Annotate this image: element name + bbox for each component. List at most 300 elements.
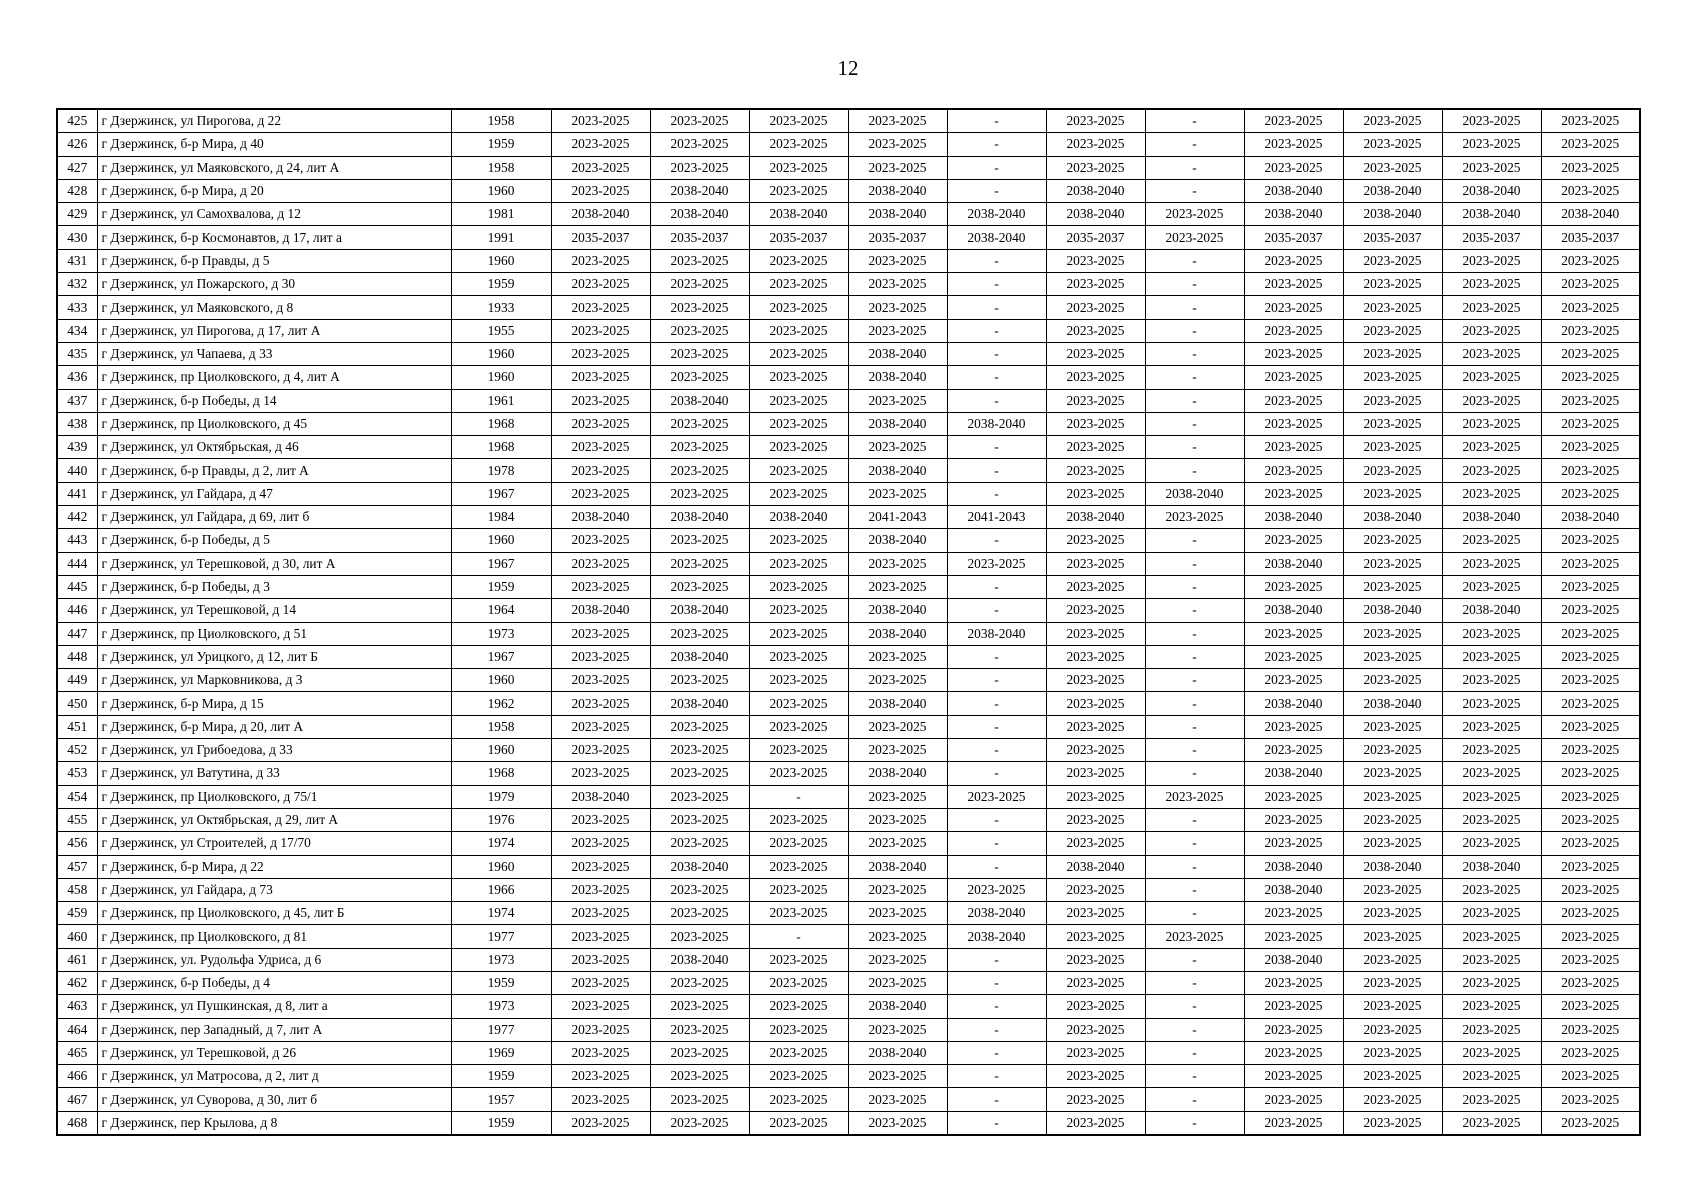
cell-term-col-4: 2023-2025	[848, 109, 947, 133]
cell-term-col-5: -	[947, 482, 1046, 505]
cell-year-built: 1973	[451, 995, 551, 1018]
cell-term-col-2: 2023-2025	[650, 1041, 749, 1064]
cell-term-col-3: 2023-2025	[749, 599, 848, 622]
cell-term-col-4: 2038-2040	[848, 459, 947, 482]
cell-term-col-3: 2023-2025	[749, 1065, 848, 1088]
cell-address: г Дзержинск, ул Терешковой, д 14	[97, 599, 451, 622]
cell-term-col-1: 2023-2025	[551, 389, 650, 412]
cell-term-col-11: 2023-2025	[1541, 692, 1640, 715]
cell-year-built: 1967	[451, 645, 551, 668]
cell-address: г Дзержинск, ул Строителей, д 17/70	[97, 832, 451, 855]
cell-term-col-6: 2023-2025	[1046, 389, 1145, 412]
cell-address: г Дзержинск, ул Пожарского, д 30	[97, 273, 451, 296]
cell-term-col-4: 2023-2025	[848, 1088, 947, 1111]
cell-row-number: 458	[57, 878, 97, 901]
cell-term-col-10: 2023-2025	[1442, 902, 1541, 925]
cell-term-col-1: 2023-2025	[551, 715, 650, 738]
cell-row-number: 454	[57, 785, 97, 808]
cell-term-col-7: -	[1145, 529, 1244, 552]
table-row	[57, 669, 1640, 692]
cell-term-col-4: 2023-2025	[848, 133, 947, 156]
cell-term-col-3: 2038-2040	[749, 506, 848, 529]
cell-term-col-4: 2023-2025	[848, 575, 947, 598]
cell-term-col-2: 2023-2025	[650, 249, 749, 272]
cell-term-col-11: 2023-2025	[1541, 739, 1640, 762]
table-row	[57, 1065, 1640, 1088]
cell-row-number: 436	[57, 366, 97, 389]
cell-address: г Дзержинск, б-р Мира, д 40	[97, 133, 451, 156]
cell-term-col-6: 2023-2025	[1046, 575, 1145, 598]
cell-term-col-5: -	[947, 599, 1046, 622]
cell-term-col-10: 2023-2025	[1442, 808, 1541, 831]
cell-term-col-10: 2038-2040	[1442, 203, 1541, 226]
cell-row-number: 439	[57, 436, 97, 459]
cell-term-col-2: 2038-2040	[650, 506, 749, 529]
cell-term-col-1: 2023-2025	[551, 459, 650, 482]
cell-term-col-2: 2023-2025	[650, 1088, 749, 1111]
table-row	[57, 273, 1640, 296]
cell-term-col-9: 2023-2025	[1343, 389, 1442, 412]
cell-term-col-5: -	[947, 669, 1046, 692]
cell-term-col-1: 2023-2025	[551, 1041, 650, 1064]
cell-address: г Дзержинск, ул Матросова, д 2, лит д	[97, 1065, 451, 1088]
cell-term-col-6: 2038-2040	[1046, 203, 1145, 226]
cell-row-number: 432	[57, 273, 97, 296]
cell-term-col-6: 2023-2025	[1046, 436, 1145, 459]
cell-term-col-5: -	[947, 575, 1046, 598]
cell-term-col-4: 2023-2025	[848, 1111, 947, 1135]
cell-term-col-3: 2023-2025	[749, 669, 848, 692]
cell-term-col-11: 2023-2025	[1541, 552, 1640, 575]
cell-term-col-11: 2023-2025	[1541, 855, 1640, 878]
cell-year-built: 1967	[451, 552, 551, 575]
cell-term-col-11: 2023-2025	[1541, 645, 1640, 668]
cell-term-col-3: 2023-2025	[749, 296, 848, 319]
cell-term-col-8: 2023-2025	[1244, 1065, 1343, 1088]
cell-year-built: 1960	[451, 669, 551, 692]
cell-term-col-9: 2038-2040	[1343, 855, 1442, 878]
cell-term-col-10: 2023-2025	[1442, 156, 1541, 179]
cell-term-col-7: -	[1145, 296, 1244, 319]
cell-term-col-3: 2023-2025	[749, 366, 848, 389]
cell-term-col-10: 2023-2025	[1442, 482, 1541, 505]
cell-year-built: 1960	[451, 249, 551, 272]
cell-term-col-10: 2023-2025	[1442, 739, 1541, 762]
cell-year-built: 1958	[451, 109, 551, 133]
cell-address: г Дзержинск, пр Циолковского, д 45	[97, 412, 451, 435]
cell-address: г Дзержинск, ул Грибоедова, д 33	[97, 739, 451, 762]
cell-term-col-9: 2023-2025	[1343, 366, 1442, 389]
table-row	[57, 1088, 1640, 1111]
cell-term-col-4: 2023-2025	[848, 902, 947, 925]
cell-term-col-3: 2035-2037	[749, 226, 848, 249]
cell-term-col-5: 2038-2040	[947, 925, 1046, 948]
cell-term-col-9: 2023-2025	[1343, 645, 1442, 668]
cell-term-col-5: -	[947, 366, 1046, 389]
cell-term-col-11: 2023-2025	[1541, 412, 1640, 435]
cell-term-col-10: 2023-2025	[1442, 762, 1541, 785]
cell-term-col-8: 2023-2025	[1244, 971, 1343, 994]
cell-address: г Дзержинск, ул Чапаева, д 33	[97, 342, 451, 365]
cell-term-col-2: 2023-2025	[650, 1065, 749, 1088]
cell-term-col-6: 2023-2025	[1046, 948, 1145, 971]
cell-term-col-9: 2023-2025	[1343, 925, 1442, 948]
cell-term-col-7: -	[1145, 599, 1244, 622]
cell-address: г Дзержинск, ул Октябрьская, д 29, лит А	[97, 808, 451, 831]
cell-term-col-10: 2023-2025	[1442, 412, 1541, 435]
cell-term-col-3: 2023-2025	[749, 319, 848, 342]
cell-term-col-10: 2035-2037	[1442, 226, 1541, 249]
cell-term-col-1: 2035-2037	[551, 226, 650, 249]
table-row	[57, 249, 1640, 272]
table-row	[57, 342, 1640, 365]
cell-row-number: 435	[57, 342, 97, 365]
cell-term-col-10: 2038-2040	[1442, 179, 1541, 202]
cell-term-col-7: -	[1145, 575, 1244, 598]
cell-address: г Дзержинск, ул Октябрьская, д 46	[97, 436, 451, 459]
cell-term-col-8: 2038-2040	[1244, 179, 1343, 202]
cell-term-col-5: 2038-2040	[947, 622, 1046, 645]
cell-term-col-10: 2023-2025	[1442, 1065, 1541, 1088]
cell-term-col-8: 2023-2025	[1244, 808, 1343, 831]
cell-term-col-8: 2023-2025	[1244, 832, 1343, 855]
cell-year-built: 1960	[451, 739, 551, 762]
cell-term-col-9: 2023-2025	[1343, 296, 1442, 319]
cell-address: г Дзержинск, ул Суворова, д 30, лит б	[97, 1088, 451, 1111]
table-row	[57, 179, 1640, 202]
cell-term-col-3: 2023-2025	[749, 995, 848, 1018]
cell-term-col-6: 2023-2025	[1046, 739, 1145, 762]
cell-term-col-9: 2023-2025	[1343, 156, 1442, 179]
cell-term-col-2: 2038-2040	[650, 203, 749, 226]
cell-term-col-9: 2023-2025	[1343, 1088, 1442, 1111]
cell-term-col-11: 2023-2025	[1541, 669, 1640, 692]
cell-row-number: 440	[57, 459, 97, 482]
cell-year-built: 1966	[451, 878, 551, 901]
cell-year-built: 1973	[451, 622, 551, 645]
cell-term-col-3: -	[749, 785, 848, 808]
cell-term-col-11: 2023-2025	[1541, 715, 1640, 738]
cell-term-col-1: 2023-2025	[551, 552, 650, 575]
cell-term-col-9: 2023-2025	[1343, 575, 1442, 598]
cell-row-number: 465	[57, 1041, 97, 1064]
cell-term-col-11: 2023-2025	[1541, 599, 1640, 622]
cell-term-col-9: 2023-2025	[1343, 902, 1442, 925]
cell-term-col-9: 2023-2025	[1343, 436, 1442, 459]
cell-term-col-5: -	[947, 739, 1046, 762]
cell-term-col-7: -	[1145, 249, 1244, 272]
cell-term-col-4: 2038-2040	[848, 342, 947, 365]
cell-term-col-7: 2023-2025	[1145, 925, 1244, 948]
table-row	[57, 995, 1640, 1018]
cell-term-col-7: -	[1145, 366, 1244, 389]
cell-term-col-10: 2023-2025	[1442, 319, 1541, 342]
cell-term-col-8: 2023-2025	[1244, 575, 1343, 598]
cell-term-col-8: 2035-2037	[1244, 226, 1343, 249]
cell-term-col-2: 2023-2025	[650, 109, 749, 133]
cell-term-col-7: -	[1145, 319, 1244, 342]
cell-term-col-7: -	[1145, 692, 1244, 715]
cell-term-col-9: 2023-2025	[1343, 109, 1442, 133]
cell-term-col-5: -	[947, 715, 1046, 738]
cell-term-col-9: 2023-2025	[1343, 808, 1442, 831]
cell-term-col-9: 2038-2040	[1343, 692, 1442, 715]
cell-term-col-6: 2023-2025	[1046, 1041, 1145, 1064]
cell-term-col-6: 2023-2025	[1046, 156, 1145, 179]
cell-term-col-2: 2023-2025	[650, 552, 749, 575]
cell-term-col-10: 2023-2025	[1442, 1111, 1541, 1135]
cell-row-number: 425	[57, 109, 97, 133]
cell-term-col-4: 2023-2025	[848, 436, 947, 459]
cell-year-built: 1957	[451, 1088, 551, 1111]
cell-term-col-8: 2023-2025	[1244, 902, 1343, 925]
cell-term-col-10: 2023-2025	[1442, 436, 1541, 459]
cell-term-col-5: -	[947, 1111, 1046, 1135]
cell-term-col-3: 2023-2025	[749, 529, 848, 552]
cell-term-col-2: 2023-2025	[650, 366, 749, 389]
cell-term-col-1: 2023-2025	[551, 156, 650, 179]
cell-row-number: 453	[57, 762, 97, 785]
table-row	[57, 808, 1640, 831]
cell-term-col-7: -	[1145, 948, 1244, 971]
cell-term-col-8: 2023-2025	[1244, 739, 1343, 762]
cell-term-col-5: 2041-2043	[947, 506, 1046, 529]
cell-term-col-9: 2035-2037	[1343, 226, 1442, 249]
cell-address: г Дзержинск, ул Марковникова, д 3	[97, 669, 451, 692]
cell-year-built: 1968	[451, 412, 551, 435]
cell-term-col-7: -	[1145, 832, 1244, 855]
cell-term-col-2: 2023-2025	[650, 342, 749, 365]
cell-term-col-5: 2038-2040	[947, 226, 1046, 249]
cell-term-col-1: 2023-2025	[551, 645, 650, 668]
cell-term-col-5: 2038-2040	[947, 412, 1046, 435]
cell-term-col-8: 2023-2025	[1244, 412, 1343, 435]
cell-address: г Дзержинск, ул. Рудольфа Удриса, д 6	[97, 948, 451, 971]
table-row	[57, 436, 1640, 459]
cell-term-col-7: -	[1145, 855, 1244, 878]
cell-term-col-2: 2023-2025	[650, 669, 749, 692]
cell-term-col-6: 2023-2025	[1046, 692, 1145, 715]
cell-year-built: 1960	[451, 342, 551, 365]
cell-term-col-4: 2023-2025	[848, 273, 947, 296]
table-row	[57, 319, 1640, 342]
cell-term-col-9: 2023-2025	[1343, 971, 1442, 994]
cell-term-col-2: 2038-2040	[650, 855, 749, 878]
cell-term-col-1: 2023-2025	[551, 669, 650, 692]
cell-term-col-8: 2038-2040	[1244, 552, 1343, 575]
cell-term-col-3: 2023-2025	[749, 552, 848, 575]
cell-term-col-9: 2023-2025	[1343, 878, 1442, 901]
cell-row-number: 464	[57, 1018, 97, 1041]
cell-term-col-9: 2023-2025	[1343, 412, 1442, 435]
cell-term-col-9: 2023-2025	[1343, 1041, 1442, 1064]
cell-term-col-4: 2038-2040	[848, 622, 947, 645]
cell-address: г Дзержинск, пр Циолковского, д 75/1	[97, 785, 451, 808]
cell-row-number: 441	[57, 482, 97, 505]
cell-address: г Дзержинск, б-р Мира, д 15	[97, 692, 451, 715]
cell-year-built: 1960	[451, 855, 551, 878]
cell-term-col-7: -	[1145, 133, 1244, 156]
table-row	[57, 1018, 1640, 1041]
cell-term-col-11: 2023-2025	[1541, 785, 1640, 808]
cell-term-col-7: -	[1145, 156, 1244, 179]
cell-row-number: 428	[57, 179, 97, 202]
cell-term-col-1: 2023-2025	[551, 319, 650, 342]
cell-term-col-7: -	[1145, 971, 1244, 994]
cell-term-col-4: 2038-2040	[848, 179, 947, 202]
cell-term-col-8: 2023-2025	[1244, 1088, 1343, 1111]
cell-term-col-7: 2023-2025	[1145, 785, 1244, 808]
cell-term-col-1: 2023-2025	[551, 1065, 650, 1088]
cell-term-col-4: 2023-2025	[848, 878, 947, 901]
cell-term-col-6: 2023-2025	[1046, 296, 1145, 319]
cell-term-col-8: 2023-2025	[1244, 133, 1343, 156]
cell-term-col-7: -	[1145, 645, 1244, 668]
cell-term-col-8: 2023-2025	[1244, 156, 1343, 179]
cell-term-col-7: -	[1145, 715, 1244, 738]
cell-address: г Дзержинск, пер Западный, д 7, лит А	[97, 1018, 451, 1041]
cell-term-col-5: -	[947, 855, 1046, 878]
cell-term-col-5: -	[947, 692, 1046, 715]
cell-term-col-7: 2023-2025	[1145, 506, 1244, 529]
cell-term-col-1: 2023-2025	[551, 482, 650, 505]
table-row	[57, 412, 1640, 435]
cell-term-col-5: -	[947, 808, 1046, 831]
cell-term-col-3: 2023-2025	[749, 948, 848, 971]
cell-term-col-1: 2023-2025	[551, 692, 650, 715]
cell-term-col-6: 2023-2025	[1046, 785, 1145, 808]
cell-term-col-6: 2023-2025	[1046, 1111, 1145, 1135]
cell-term-col-9: 2023-2025	[1343, 739, 1442, 762]
cell-address: г Дзержинск, ул Гайдара, д 73	[97, 878, 451, 901]
cell-term-col-3: 2023-2025	[749, 179, 848, 202]
cell-term-col-3: -	[749, 925, 848, 948]
cell-year-built: 1977	[451, 1018, 551, 1041]
cell-term-col-11: 2023-2025	[1541, 156, 1640, 179]
cell-term-col-7: -	[1145, 808, 1244, 831]
cell-address: г Дзержинск, ул Гайдара, д 47	[97, 482, 451, 505]
cell-term-col-5: -	[947, 995, 1046, 1018]
cell-year-built: 1959	[451, 1065, 551, 1088]
cell-term-col-2: 2038-2040	[650, 948, 749, 971]
cell-year-built: 1968	[451, 762, 551, 785]
cell-term-col-9: 2023-2025	[1343, 948, 1442, 971]
cell-term-col-6: 2023-2025	[1046, 109, 1145, 133]
cell-address: г Дзержинск, ул Маяковского, д 8	[97, 296, 451, 319]
cell-term-col-4: 2038-2040	[848, 855, 947, 878]
cell-term-col-7: -	[1145, 878, 1244, 901]
cell-term-col-8: 2023-2025	[1244, 319, 1343, 342]
cell-row-number: 446	[57, 599, 97, 622]
cell-term-col-6: 2023-2025	[1046, 599, 1145, 622]
cell-term-col-7: -	[1145, 1041, 1244, 1064]
cell-term-col-4: 2023-2025	[848, 739, 947, 762]
cell-row-number: 434	[57, 319, 97, 342]
cell-term-col-4: 2023-2025	[848, 669, 947, 692]
cell-term-col-3: 2023-2025	[749, 902, 848, 925]
cell-term-col-11: 2023-2025	[1541, 249, 1640, 272]
cell-term-col-4: 2023-2025	[848, 552, 947, 575]
cell-term-col-7: -	[1145, 389, 1244, 412]
cell-term-col-9: 2023-2025	[1343, 1018, 1442, 1041]
cell-term-col-10: 2023-2025	[1442, 1041, 1541, 1064]
cell-year-built: 1961	[451, 389, 551, 412]
cell-term-col-6: 2023-2025	[1046, 1088, 1145, 1111]
cell-term-col-1: 2038-2040	[551, 203, 650, 226]
cell-term-col-8: 2023-2025	[1244, 436, 1343, 459]
cell-term-col-9: 2038-2040	[1343, 599, 1442, 622]
cell-term-col-6: 2023-2025	[1046, 342, 1145, 365]
cell-term-col-2: 2038-2040	[650, 389, 749, 412]
cell-term-col-5: -	[947, 1088, 1046, 1111]
cell-term-col-9: 2023-2025	[1343, 995, 1442, 1018]
cell-term-col-5: -	[947, 529, 1046, 552]
cell-term-col-2: 2023-2025	[650, 482, 749, 505]
cell-year-built: 1968	[451, 436, 551, 459]
cell-row-number: 426	[57, 133, 97, 156]
cell-term-col-9: 2023-2025	[1343, 762, 1442, 785]
cell-term-col-8: 2023-2025	[1244, 482, 1343, 505]
cell-term-col-11: 2023-2025	[1541, 179, 1640, 202]
cell-term-col-2: 2023-2025	[650, 529, 749, 552]
cell-term-col-11: 2023-2025	[1541, 1018, 1640, 1041]
cell-term-col-9: 2023-2025	[1343, 552, 1442, 575]
cell-term-col-9: 2038-2040	[1343, 179, 1442, 202]
cell-term-col-1: 2038-2040	[551, 599, 650, 622]
cell-term-col-1: 2023-2025	[551, 995, 650, 1018]
cell-term-col-10: 2023-2025	[1442, 459, 1541, 482]
cell-term-col-7: -	[1145, 179, 1244, 202]
cell-address: г Дзержинск, ул Гайдара, д 69, лит б	[97, 506, 451, 529]
table-row	[57, 762, 1640, 785]
cell-term-col-6: 2023-2025	[1046, 319, 1145, 342]
table-row	[57, 109, 1640, 133]
cell-term-col-7: -	[1145, 109, 1244, 133]
cell-address: г Дзержинск, ул Терешковой, д 30, лит А	[97, 552, 451, 575]
cell-address: г Дзержинск, ул Терешковой, д 26	[97, 1041, 451, 1064]
cell-term-col-10: 2038-2040	[1442, 506, 1541, 529]
table-row	[57, 575, 1640, 598]
cell-year-built: 1960	[451, 179, 551, 202]
cell-term-col-11: 2023-2025	[1541, 109, 1640, 133]
cell-term-col-6: 2023-2025	[1046, 715, 1145, 738]
cell-term-col-1: 2023-2025	[551, 109, 650, 133]
cell-term-col-3: 2023-2025	[749, 692, 848, 715]
cell-term-col-2: 2023-2025	[650, 785, 749, 808]
cell-term-col-8: 2038-2040	[1244, 762, 1343, 785]
cell-term-col-11: 2023-2025	[1541, 762, 1640, 785]
cell-term-col-11: 2023-2025	[1541, 342, 1640, 365]
cell-term-col-6: 2023-2025	[1046, 459, 1145, 482]
cell-term-col-2: 2038-2040	[650, 692, 749, 715]
cell-term-col-5: 2023-2025	[947, 552, 1046, 575]
cell-row-number: 445	[57, 575, 97, 598]
cell-term-col-1: 2023-2025	[551, 179, 650, 202]
cell-term-col-4: 2023-2025	[848, 319, 947, 342]
cell-term-col-6: 2023-2025	[1046, 832, 1145, 855]
cell-term-col-4: 2023-2025	[848, 389, 947, 412]
cell-address: г Дзержинск, пр Циолковского, д 81	[97, 925, 451, 948]
cell-row-number: 466	[57, 1065, 97, 1088]
cell-term-col-4: 2023-2025	[848, 296, 947, 319]
table-row	[57, 1041, 1640, 1064]
cell-term-col-6: 2038-2040	[1046, 179, 1145, 202]
cell-row-number: 437	[57, 389, 97, 412]
cell-term-col-4: 2023-2025	[848, 808, 947, 831]
cell-term-col-5: -	[947, 1041, 1046, 1064]
cell-row-number: 462	[57, 971, 97, 994]
table-row	[57, 925, 1640, 948]
